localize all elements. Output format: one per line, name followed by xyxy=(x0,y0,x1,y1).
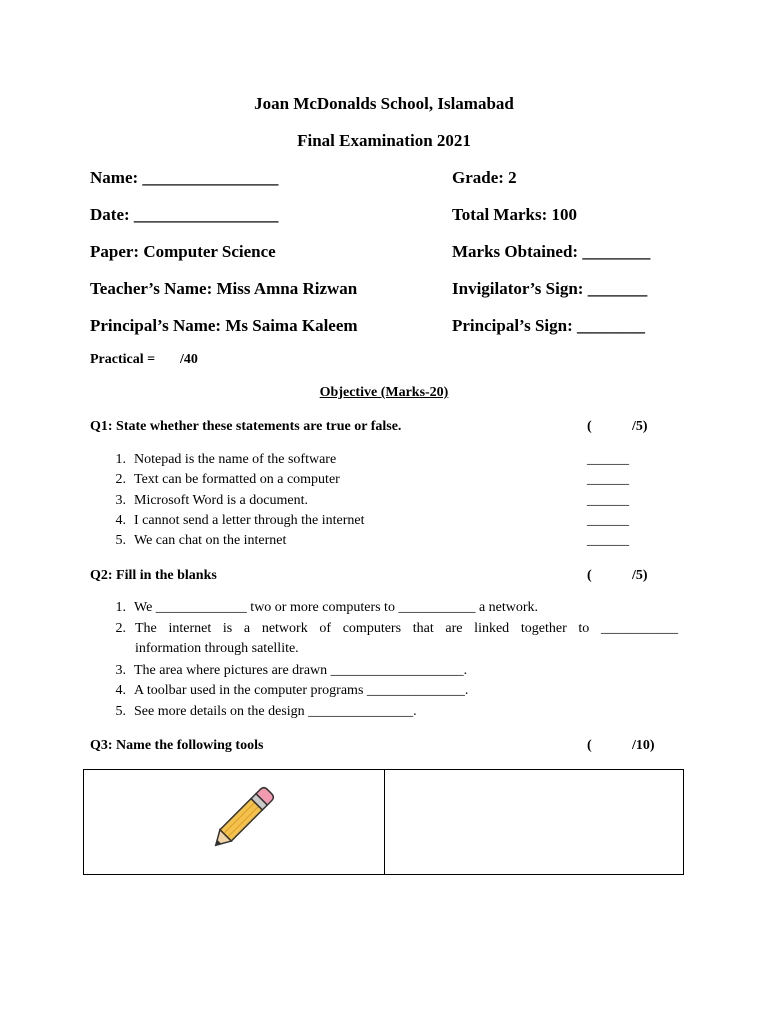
date-field: Date: _________________ xyxy=(90,205,279,224)
answer-blank: ______ xyxy=(587,533,629,548)
q3-marks: /10) xyxy=(632,738,655,753)
principal-sign-field: Principal’s Sign: ________ xyxy=(452,316,645,335)
q2-title: Q2: Fill in the blanks xyxy=(90,568,217,583)
school-title: Joan McDonalds School, Islamabad xyxy=(254,94,514,113)
list-item: 4. A toolbar used in the computer programs ______________. xyxy=(115,683,469,698)
list-item-continuation: information through satellite. xyxy=(135,641,299,656)
q1-marks: /5) xyxy=(632,419,648,434)
objective-heading: Objective (Marks-20) xyxy=(319,385,449,400)
answer-blank: ______ xyxy=(587,513,629,528)
list-item: 5. See more details on the design _______________. xyxy=(115,704,417,719)
pencil-icon xyxy=(204,782,284,852)
name-field: Name: ________________ xyxy=(90,168,279,187)
list-item: 1. We _____________ two or more computers to ___________ a network. xyxy=(115,600,539,615)
q1-marks-open: ( xyxy=(587,419,592,434)
tools-table xyxy=(83,769,684,875)
answer-blank: ______ xyxy=(587,493,629,508)
practical-label: Practical = xyxy=(90,352,156,367)
q3-marks-open: ( xyxy=(587,738,592,753)
principal-name-field: Principal’s Name: Ms Saima Kaleem xyxy=(90,316,358,335)
teacher-field: Teacher’s Name: Miss Amna Rizwan xyxy=(90,279,358,298)
exam-title: Final Examination 2021 xyxy=(297,131,471,150)
table-divider xyxy=(384,770,385,874)
list-item: 3. The area where pictures are drawn ___________________. xyxy=(115,663,468,678)
list-item: 3. Microsoft Word is a document. xyxy=(115,493,308,508)
list-item: 2. Text can be formatted on a computer xyxy=(115,472,340,487)
list-item: 5. We can chat on the internet xyxy=(115,533,287,548)
grade-field: Grade: 2 xyxy=(452,168,517,187)
paper-field: Paper: Computer Science xyxy=(90,242,276,261)
invigilator-sign-field: Invigilator’s Sign: _______ xyxy=(452,279,648,298)
total-marks-field: Total Marks: 100 xyxy=(452,205,577,224)
marks-obtained-field: Marks Obtained: ________ xyxy=(452,242,651,261)
practical-score: /40 xyxy=(180,352,198,367)
q2-marks-open: ( xyxy=(587,568,592,583)
answer-blank: ______ xyxy=(587,452,629,467)
q2-marks: /5) xyxy=(632,568,648,583)
q3-title: Q3: Name the following tools xyxy=(90,738,264,753)
list-item: 1. Notepad is the name of the software xyxy=(115,452,337,467)
answer-blank: ______ xyxy=(587,472,629,487)
q1-title: Q1: State whether these statements are true or false. xyxy=(90,419,402,434)
list-item: 4. I cannot send a letter through the internet xyxy=(115,513,365,528)
